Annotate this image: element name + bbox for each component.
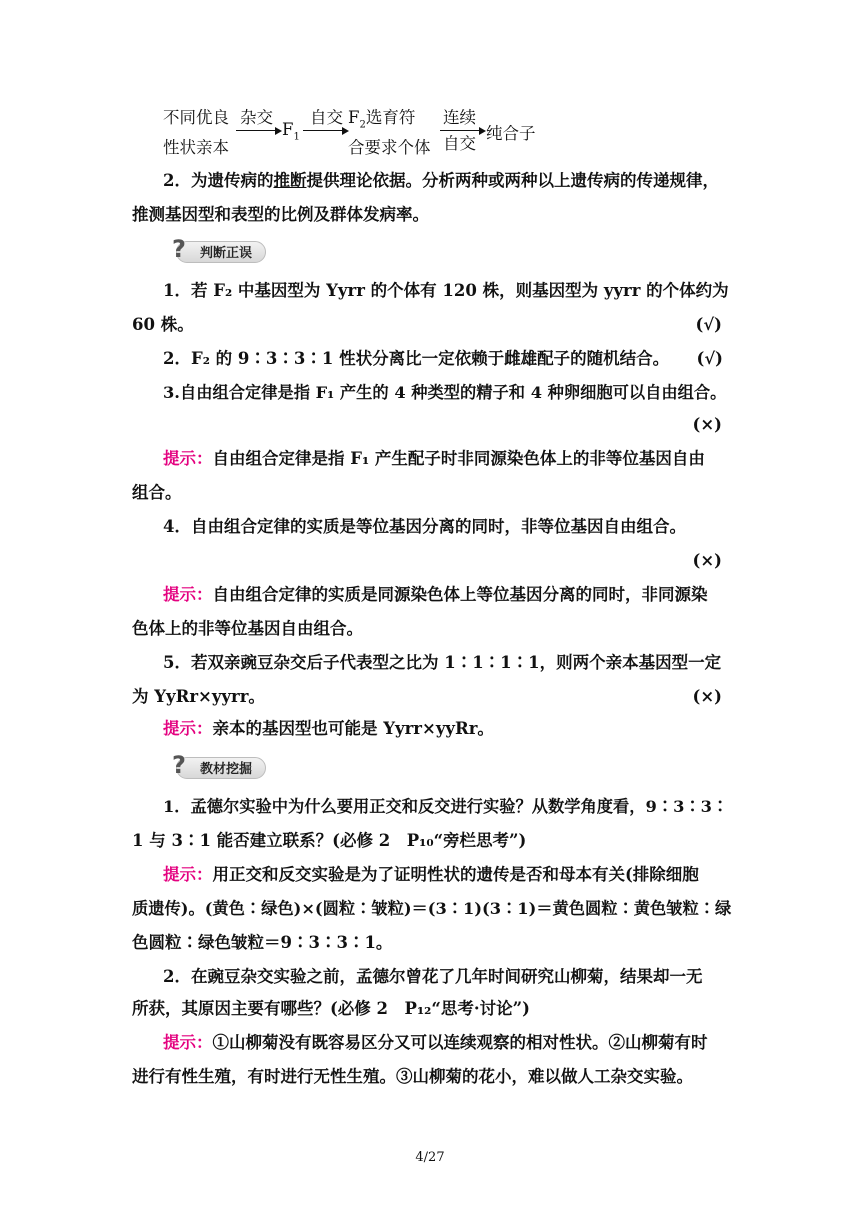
textbook-hint1-line2: 质遗传)。(黄色∶绿色)×(圆粒∶皱粒)＝(3∶1)(3∶1)＝黄色圆粒∶黄色皱粒∶绿 — [132, 899, 732, 918]
arrow-icon — [236, 130, 280, 131]
arrow-icon — [303, 130, 347, 131]
judge-hint3-line1: 提示：自由组合定律是指 F₁ 产生配子时非同源染色体上的非等位基因自由 — [163, 449, 705, 468]
para2-line1: 2．为遗传病的推断提供理论依据。分析两种或两种以上遗传病的传递规律， — [163, 171, 719, 190]
flow-step-continuous-self: 自交 — [443, 134, 476, 153]
judge-q1-mark: (√) — [695, 315, 722, 334]
textbook-hint1-line3: 色圆粒∶绿色皱粒＝9∶3∶3∶1。 — [132, 933, 393, 952]
judge-section-title: 判断正误 — [200, 246, 253, 261]
judge-q4: 4．自由组合定律的实质是等位基因分离的同时，非等位基因自由组合。 — [163, 517, 686, 536]
flow-start-top: 不同优良 — [163, 108, 229, 127]
textbook-hint1-line1: 提示：用正交和反交实验是为了证明性状的遗传是否和母本有关(排除细胞 — [163, 865, 699, 884]
judge-hint5: 提示：亲本的基因型也可能是 Yyrr×yyRr。 — [163, 719, 494, 738]
judge-q1-line1: 1．若 F₂ 中基因型为 Yyrr 的个体有 120 株，则基因型为 yyrr 的个体约为 — [163, 281, 729, 300]
textbook-q1-line1: 1．孟德尔实验中为什么要用正交和反交进行实验？从数学角度看，9∶3∶3∶ — [163, 797, 729, 816]
para2-line2: 推测基因型和表型的比例及群体发病率。 — [132, 205, 429, 224]
judge-q5-mark: (×) — [692, 687, 722, 706]
textbook-section-title: 教材挖掘 — [200, 762, 253, 777]
judge-hint4-line1: 提示：自由组合定律的实质是同源染色体上等位基因分离的同时，非同源染 — [163, 585, 708, 604]
flow-f2-bottom: 合要求个体 — [348, 138, 431, 157]
judge-q2-mark: (√) — [696, 349, 723, 368]
judge-q3-mark: (×) — [692, 415, 722, 434]
judge-hint4-line2: 色体上的非等位基因自由组合。 — [132, 619, 363, 638]
judge-q1-line2: 60 株。 (√) — [132, 315, 722, 334]
flow-step-hybridize: 杂交 — [240, 108, 273, 127]
question-mark-icon: ? — [172, 235, 186, 263]
textbook-q2-line1: 2．在豌豆杂交实验之前，孟德尔曾花了几年时间研究山柳菊，结果却一无 — [163, 967, 703, 986]
textbook-hint2-line1: 提示：①山柳菊没有既容易区分又可以连续观察的相对性状。②山柳菊有时 — [163, 1033, 708, 1052]
judge-section-badge — [166, 235, 266, 264]
judge-hint3-line2: 组合。 — [132, 483, 182, 502]
flow-f2-top: $F_2$选育符 — [348, 108, 416, 131]
flow-start-bottom: 性状亲本 — [163, 138, 229, 157]
judge-q5-line1: 5．若双亲豌豆杂交后子代表型之比为 1∶1∶1∶1，则两个亲本基因型一定 — [163, 653, 722, 672]
question-mark-icon: ? — [172, 751, 186, 779]
judge-q4-mark: (×) — [692, 551, 722, 570]
judge-q3: 3.自由组合定律是指 F₁ 产生的 4 种类型的精子和 4 种卵细胞可以自由组合。 — [163, 383, 727, 402]
textbook-q1-line2: 1 与 3∶1 能否建立联系？(必修 2 P₁₀“旁栏思考”) — [132, 831, 527, 850]
flow-step-continuous: 连续 — [443, 108, 476, 127]
page-number: 4/27 — [415, 1150, 445, 1165]
judge-q2: 2．F₂ 的 9∶3∶3∶1 性状分离比一定依赖于雌雄配子的随机结合。 (√) — [163, 349, 723, 368]
textbook-section-badge — [166, 751, 266, 780]
judge-q5-line2: 为 YyRr×yyrr。 (×) — [132, 687, 722, 706]
textbook-hint2-line2: 进行有性生殖，有时进行无性生殖。③山柳菊的花小，难以做人工杂交实验。 — [132, 1067, 693, 1086]
flow-f1: $F_1$ — [282, 120, 300, 143]
flow-step-self: 自交 — [310, 108, 343, 127]
textbook-q2-line2: 所获，其原因主要有哪些？(必修 2 P₁₂“思考·讨论”) — [132, 999, 530, 1018]
flow-end: 纯合子 — [486, 124, 536, 143]
